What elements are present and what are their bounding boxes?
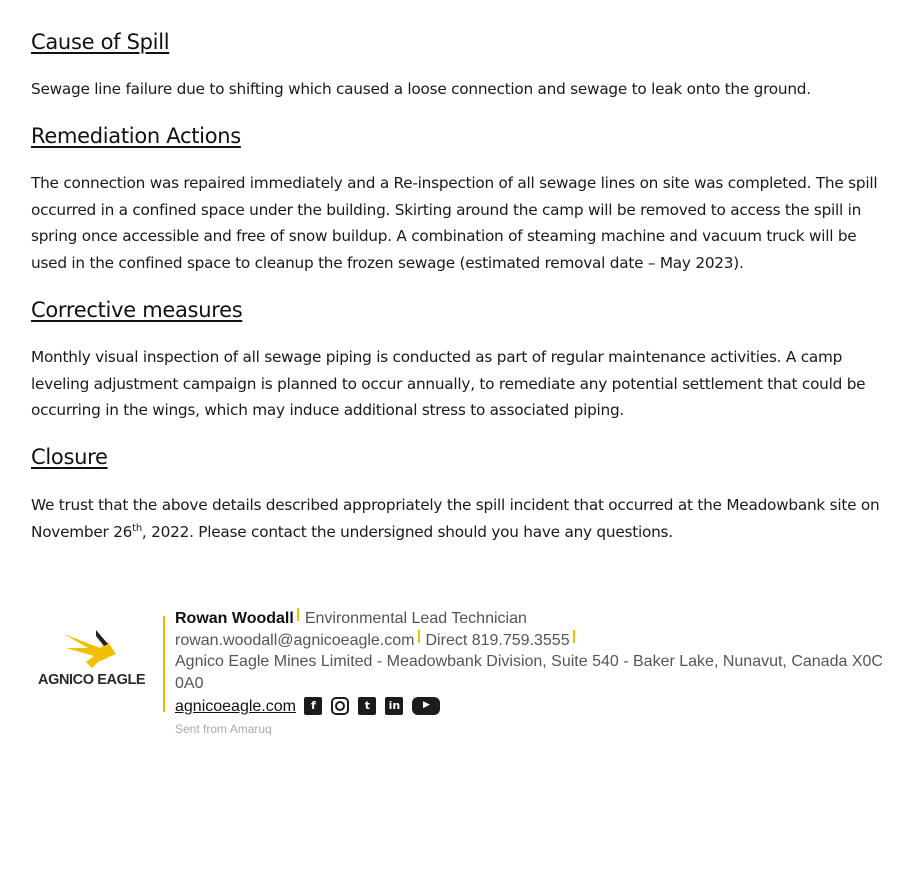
signature-email[interactable]: rowan.woodall@agnicoeagle.com: [175, 631, 415, 649]
signature-details: [175, 608, 890, 741]
heading-closure: Closure: [31, 445, 108, 469]
agnico-eagle-logo: [30, 622, 160, 692]
signature-contact-line: [175, 630, 890, 652]
email-signature: [30, 608, 890, 738]
paragraph-corrective-measures: Monthly visual inspection of all sewage piping is conducted as part of regular maintenance activities. A camp leveling adjustment campaign is planned to occur annually, to remediate any potential settlement that could be occurring in the wings, which may induce additional stress to associated piping.: [31, 348, 866, 420]
logo-wordmark: AGNICO EAGLE: [38, 672, 146, 688]
signature-website-row: [175, 696, 890, 718]
facebook-icon[interactable]: f: [304, 697, 322, 715]
website-link[interactable]: agnicoeagle.com: [175, 698, 296, 715]
signature-title: Environmental Lead Technician: [304, 610, 527, 627]
signature-name-line: [175, 608, 890, 630]
separator-mark: [418, 630, 420, 643]
sent-from-note: Sent from Amaruq: [175, 722, 272, 736]
closure-text-start: We trust that the above details described appropriately the spill incident that occurred at the Meadowbank site on November 26: [31, 496, 880, 541]
social-links: [304, 697, 440, 715]
youtube-icon[interactable]: ▶: [412, 697, 440, 715]
instagram-icon[interactable]: [331, 697, 349, 715]
heading-remediation-actions: Remediation Actions: [31, 124, 241, 148]
separator-mark: [573, 630, 575, 643]
signature-phone: Direct 819.759.3555: [425, 631, 570, 649]
paragraph-closure: [31, 492, 891, 545]
twitter-icon[interactable]: t: [358, 697, 376, 715]
heading-cause-of-spill: Cause of Spill: [31, 30, 170, 54]
linkedin-icon[interactable]: in: [385, 697, 403, 715]
paragraph-cause-of-spill: Sewage line failure due to shifting which caused a loose connection and sewage to leak onto the ground.: [31, 80, 811, 98]
closure-text-end: , 2022. Please contact the undersigned should you have any questions.: [141, 522, 673, 541]
separator-mark: [297, 608, 299, 621]
ordinal-suffix: th: [132, 522, 142, 534]
heading-corrective-measures: Corrective measures: [31, 298, 243, 322]
signature-divider: [163, 616, 165, 712]
signature-name: Rowan Woodall: [175, 610, 294, 627]
paragraph-remediation-actions: The connection was repaired immediately and a Re-inspection of all sewage lines on site was completed. The spill occurred in a confined space under the building. Skirting around the camp will be removed to access the spill in spring once accessible and free of snow buildup. A combination of steaming machine and vacuum truck will be used in the confined space to cleanup the frozen sewage (estimated removal date – May 2023).: [31, 174, 878, 272]
signature-address: Agnico Eagle Mines Limited - Meadowbank Division, Suite 540 - Baker Lake, Nunavut, Canada X0C 0A0: [175, 653, 883, 692]
eagle-icon: [64, 628, 122, 668]
